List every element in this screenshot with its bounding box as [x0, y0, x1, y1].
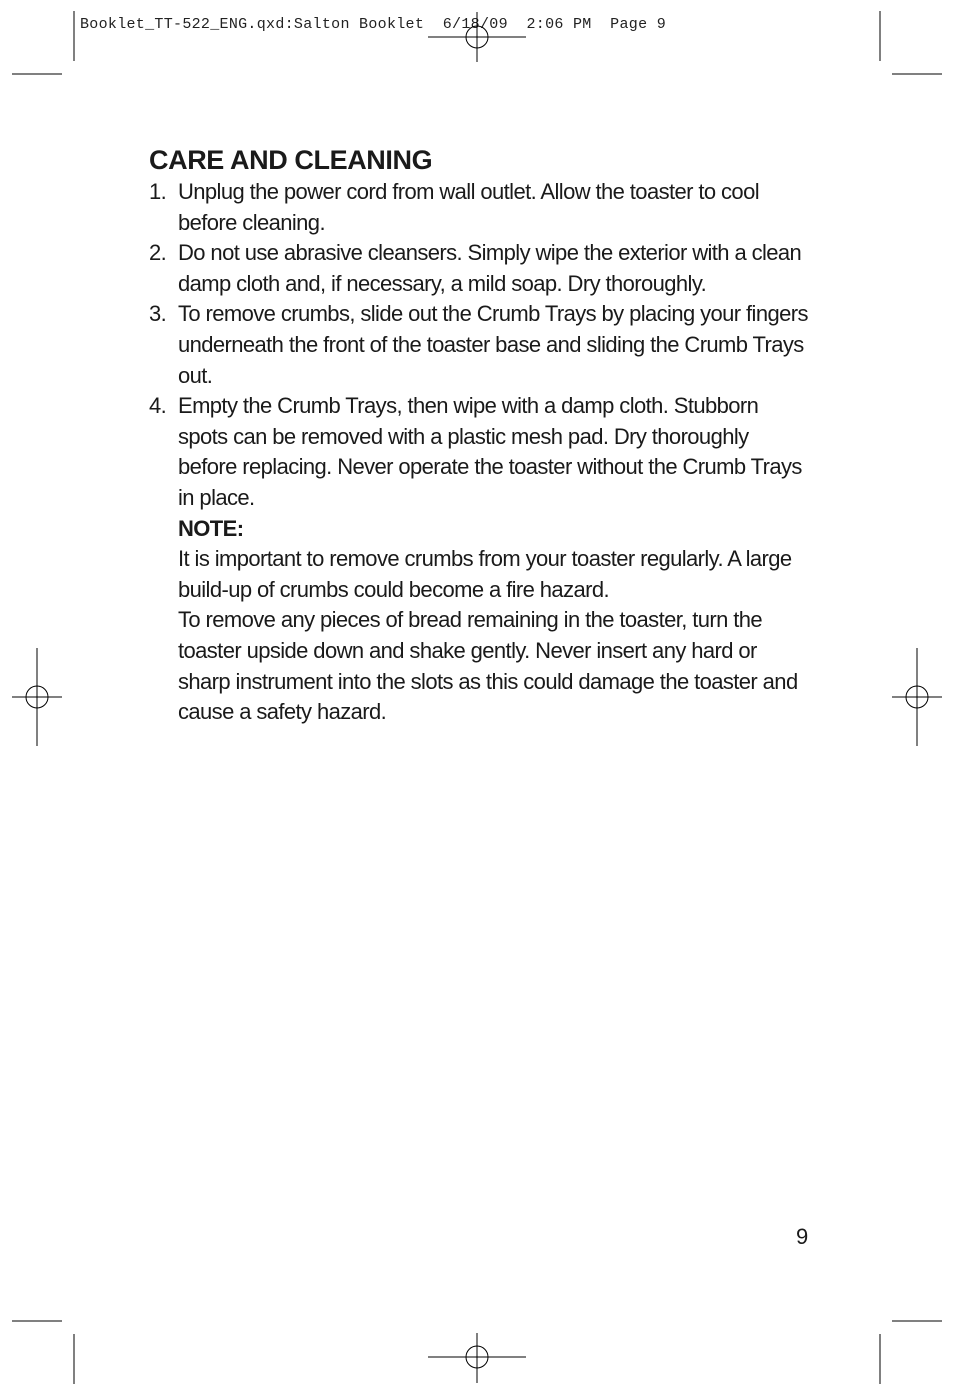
crop-mark-top-left	[12, 11, 74, 74]
step-item	[149, 177, 809, 238]
step-number: 1.	[149, 179, 167, 204]
step-item	[149, 238, 809, 299]
step-number: 3.	[149, 301, 167, 327]
step-text: Do not use abrasive cleansers. Simply wipe the exterior with a clean damp cloth and, if necessary, a mild soap. Dry thoroughly.	[178, 240, 802, 296]
crop-mark-top-right	[880, 11, 942, 74]
crop-mark-bottom-right	[880, 1321, 942, 1384]
step-text: Unplug the power cord from wall outlet. Allow the toaster to cool before cleaning.	[178, 179, 759, 235]
print-slug-line: Booklet_TT-522_ENG.qxd:Salton Booklet 6/18/09 2:06 PM Page 9	[80, 16, 666, 33]
note-heading: NOTE:	[178, 515, 244, 541]
section-heading: CARE AND CLEANING	[149, 145, 433, 175]
note-paragraph: To remove any pieces of bread remaining in the toaster, turn the toaster upside down and shake gently. Never insert any hard or sharp instrument into the slots as this could damage the toaster and cause a safety hazard.	[178, 607, 798, 725]
step-number: 4.	[149, 393, 167, 419]
note-paragraph: It is important to remove crumbs from your toaster regularly. A large build-up of crumbs could become a fire hazard.	[178, 546, 792, 602]
crop-mark-bottom-left	[12, 1321, 74, 1384]
step-text: To remove crumbs, slide out the Crumb Trays by placing your fingers underneath the front of the toaster base and sliding the Crumb Trays out.	[178, 301, 808, 388]
care-and-cleaning-section	[149, 143, 809, 728]
step-number: 2.	[149, 240, 167, 266]
registration-mark-bottom	[428, 1333, 526, 1383]
registration-mark-left	[12, 648, 62, 746]
step-text: Empty the Crumb Trays, then wipe with a damp cloth. Stubborn spots can be removed with a plastic mesh pad. Dry thoroughly before replacing. Never operate the toaster without the Crumb Trays in place.	[178, 393, 802, 510]
step-item	[149, 391, 809, 728]
cleaning-steps-list	[149, 177, 809, 728]
registration-mark-top	[428, 12, 526, 62]
registration-mark-right	[892, 648, 942, 746]
step-item	[149, 299, 809, 391]
page-number: 9	[796, 1224, 809, 1249]
